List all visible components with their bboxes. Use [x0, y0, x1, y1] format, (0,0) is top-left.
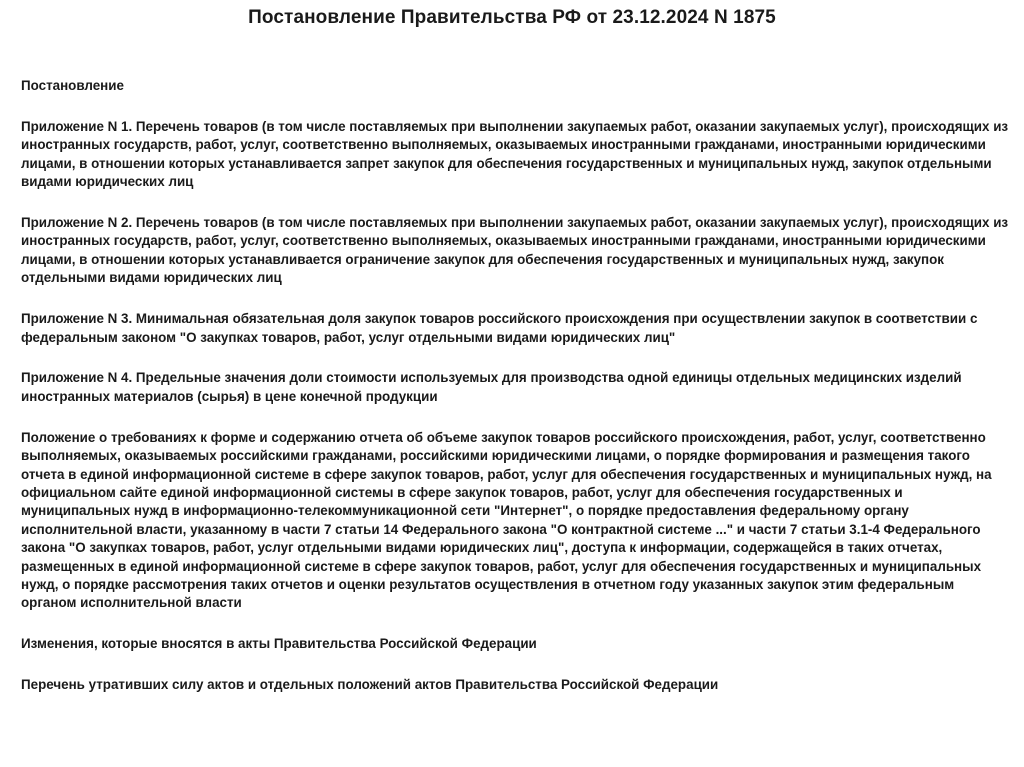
toc-item-perechen-utrativshih[interactable]: Перечень утративших силу актов и отдельных положений актов Правительства Российской Федерации [21, 677, 719, 693]
toc-item-prilozhenie-4[interactable]: Приложение N 4. Предельные значения доли стоимости используемых для производства одной единицы отдельных медицинских изделий иностранных материалов (сырья) в цене конечной продукции [21, 370, 962, 404]
toc-item-prilozhenie-3[interactable]: Приложение N 3. Минимальная обязательная доля закупок товаров российского происхождения при осуществлении закупок в соответствии с федеральным законом "О закупках товаров, работ, услуг отдельными видами юридических лиц" [21, 311, 978, 345]
table-of-contents [21, 77, 1011, 717]
toc-item-prilozhenie-1[interactable]: Приложение N 1. Перечень товаров (в том числе поставляемых при выполнении закупаемых работ, оказании закупаемых услуг), происходящих из иностранных государств, работ, услуг, соответственно выполняемых, оказываемых иностранными гражданами, иностранными юридическими лицами, в отношении которых устанавливается запрет закупок для обеспечения государственных и муниципальных нужд, закупок отдельными видами юридических лиц [21, 118, 1009, 190]
toc-item-postanovlenie[interactable]: Постановление [21, 78, 124, 93]
page-title: Постановление Правительства РФ от 23.12.2024 N 1875 [248, 7, 776, 28]
toc-item-prilozhenie-2[interactable]: Приложение N 2. Перечень товаров (в том числе поставляемых при выполнении закупаемых работ, оказании закупаемых услуг), происходящих из иностранных государств, работ, услуг, соответственно выполняемых, оказываемых иностранными гражданами, иностранными юридическими лицами, в отношении которых устанавливается ограничение закупок для обеспечения государственных и муниципальных нужд, закупок отдельными видами юридических лиц [21, 215, 1009, 286]
toc-item-izmeneniya[interactable]: Изменения, которые вносятся в акты Правительства Российской Федерации [21, 636, 537, 652]
toc-item-polozhenie[interactable]: Положение о требованиях к форме и содержанию отчета об объеме закупок товаров российского происхождения, работ, услуг, соответственно выполняемых, оказываемых российскими гражданами, российскими юридическими лицами, о порядке формирования и размещения такого отчета в единой информационной системе в сфере закупок товаров, работ, услуг для обеспечения государственных и муниципальных нужд, на официальном сайте единой информационной системы в сфере закупок товаров, работ, услуг для обеспечения государственных и муниципальных нужд в информационно-телекоммуникационной сети "Интернет", о порядке предоставления федеральному органу исполнительной власти, указанному в части 7 статьи 14 Федерального закона "О контрактной системе ..." и части 7 статьи 3.1-4 Федерального закона "О закупках товаров, работ, услуг отдельными видами юридических лиц", доступа к информации, содержащейся в таких отчетах, размещенных в единой информационной системе в сфере закупок товаров, работ, услуг для обеспечения государственных и муниципальных нужд, о порядке рассмотрения таких отчетов и оценки результатов осуществления в отчетном году указанных закупок этим федеральным органом исполнительной власти [21, 429, 992, 611]
